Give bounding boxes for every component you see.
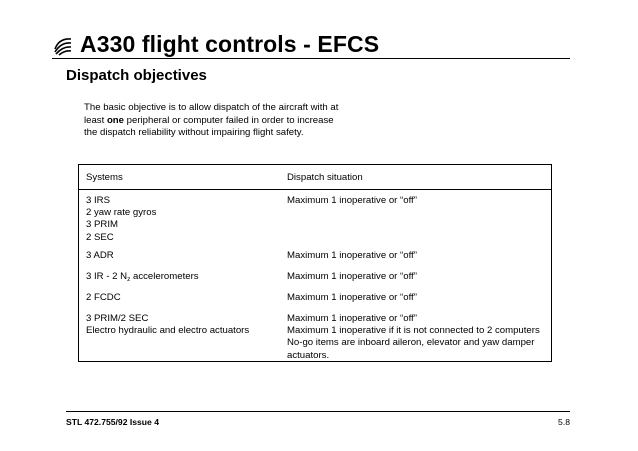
system-item: 2 FCDC [86, 292, 121, 303]
system-item: 3 ADR [86, 250, 114, 261]
page-title: A330 flight controls - EFCS [80, 31, 380, 57]
airbus-swirl-logo-icon [52, 34, 74, 56]
system-item: Electro hydraulic and electro actuators [86, 325, 250, 337]
dispatch-text: Maximum 1 inoperative or “off” [287, 195, 417, 206]
dispatch-cell [287, 195, 417, 207]
intro-line-2-end: peripheral or computer failed in order to increase [124, 114, 334, 126]
systems-cell [86, 250, 114, 262]
dispatch-text: actuators. [287, 349, 330, 361]
document-reference: STL 472.755/92 Issue 4 [66, 417, 160, 427]
footer-divider [66, 411, 570, 412]
header-dispatch-situation: Dispatch situation [287, 172, 363, 183]
subscript-z: z [127, 276, 131, 283]
system-item: 3 PRIM [86, 219, 118, 231]
systems-cell [86, 313, 249, 337]
intro-line-2-start: least [84, 114, 107, 126]
section-subtitle: Dispatch objectives [66, 67, 207, 84]
system-prefix: 3 IR - 2 N [86, 271, 128, 282]
system-item: 2 yaw rate gyros [86, 207, 157, 219]
system-item: 2 SEC [86, 231, 114, 243]
dispatch-text: Maximum 1 inoperative if it is not connected to 2 computers [287, 325, 540, 337]
header-systems: Systems [86, 172, 123, 183]
dispatch-text: Maximum 1 inoperative or “off” [287, 271, 417, 282]
system-item [86, 271, 199, 286]
dispatch-cell [287, 250, 417, 262]
dispatch-text: No-go items are inboard aileron, elevator and yaw damper [287, 337, 535, 349]
intro-line-2 [84, 115, 374, 128]
dispatch-cell [287, 313, 540, 362]
system-item: 3 PRIM/2 SEC [86, 313, 149, 324]
intro-line-1: The basic objective is to allow dispatch of the aircraft with at [84, 102, 339, 113]
dispatch-cell [287, 292, 417, 304]
dispatch-cell [287, 271, 417, 283]
table-header [79, 165, 551, 190]
dispatch-text: Maximum 1 inoperative or “off” [287, 292, 417, 303]
dispatch-text: Maximum 1 inoperative or “off” [287, 250, 417, 261]
system-item: 3 IRS [86, 195, 110, 206]
intro-paragraph [84, 102, 374, 140]
intro-emphasis: one [106, 114, 124, 126]
system-suffix: accelerometers [130, 271, 199, 282]
intro-line-3: the dispatch reliability without impairing flight safety. [84, 127, 304, 138]
dispatch-table [78, 164, 552, 362]
systems-cell [86, 292, 121, 304]
dispatch-text: Maximum 1 inoperative or “off” [287, 313, 417, 324]
systems-cell [86, 271, 199, 286]
systems-cell [86, 195, 156, 244]
header-divider [52, 58, 570, 59]
page-number: 5.8 [558, 417, 570, 427]
